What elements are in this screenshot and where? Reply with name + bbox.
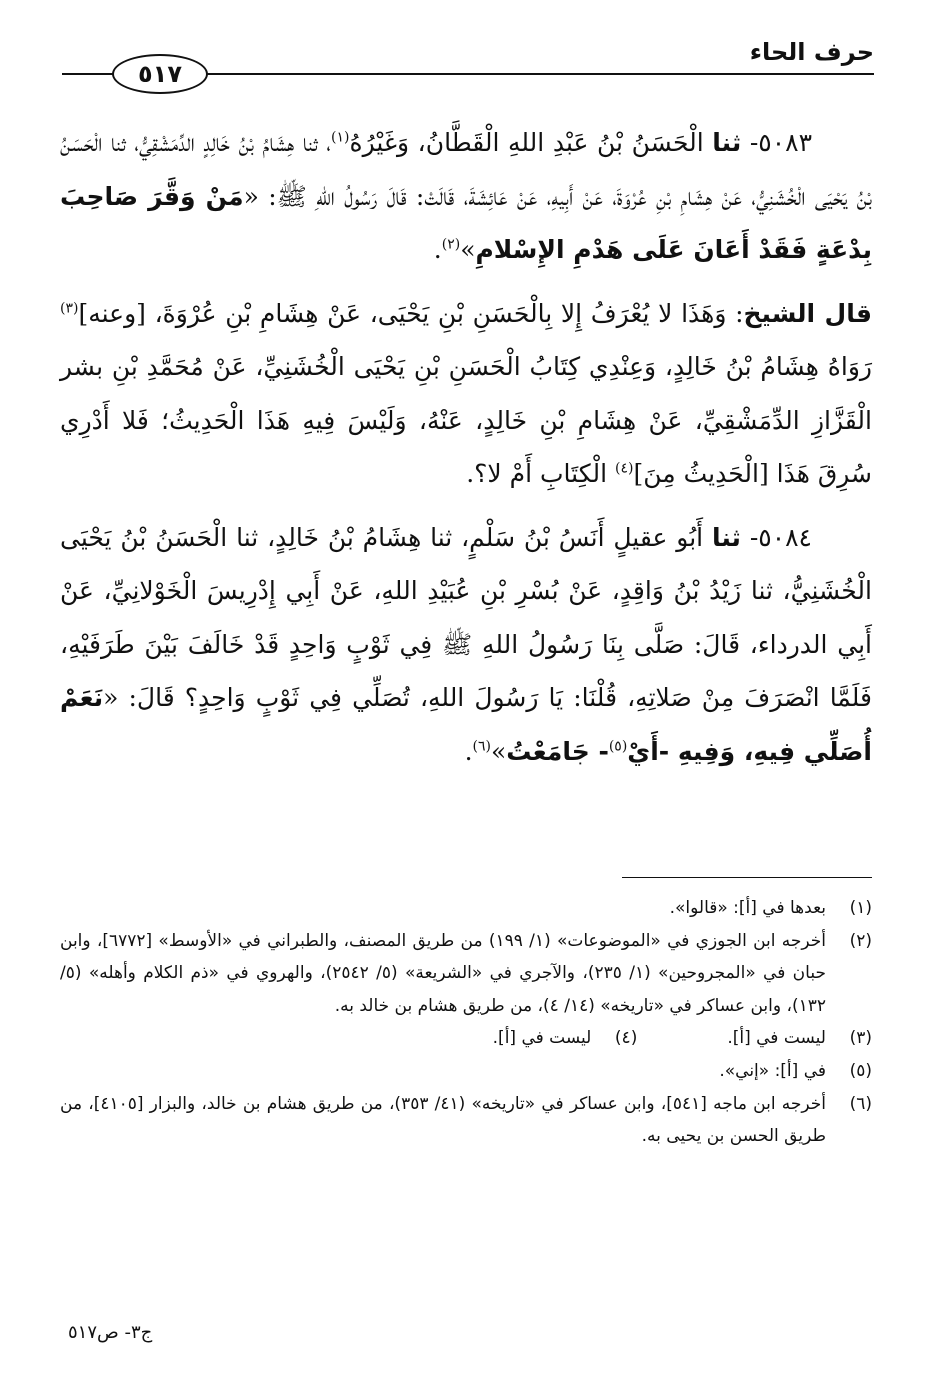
matn-text: مَنْ وَقَّرَ صَاحِبَ بِدْعَةٍ فَقَدْ أَعَانَ عَلَى هَدْمِ الإِسْلامِ (60, 181, 872, 264)
footnote-3 (727, 1022, 872, 1055)
footnote-number: (٦) (849, 1093, 872, 1114)
footnote-number: (٣) (849, 1028, 872, 1049)
page-number-badge (112, 54, 208, 94)
footnote-separator (622, 877, 872, 878)
narration-keyword: ثنا (711, 522, 741, 552)
footnote-ref: (٦) (472, 738, 491, 755)
footnote-1 (60, 892, 872, 925)
footnote-text: أخرجه ابن ماجه [٥٤١]، وابن عساكر في «تاريخه» (٤١/ ٣٥٣)، من طريق هشام بن خالد، والبزار [٤١٠٥]، من طريق الحسن بن يحيى به. (60, 1093, 826, 1147)
commentary-paragraph (60, 287, 872, 501)
period: . (464, 736, 473, 766)
page-reference: ج٣- ص٥١٧ (68, 1322, 153, 1343)
hadith-paragraph-5084 (60, 511, 872, 779)
footnote-ref: (٢) (441, 236, 461, 253)
footnote-number: (٤) (614, 1028, 638, 1049)
running-header-title: حرف الحاء (749, 38, 874, 66)
footnote-6 (60, 1088, 872, 1153)
footnote-text: بعدها في [أ]: «قالوا». (669, 898, 826, 918)
main-text (60, 116, 872, 778)
footnote-ref: (٣) (60, 300, 79, 317)
quote-close: » (460, 235, 476, 264)
quote-close: » (490, 736, 507, 766)
isnad-text: الْحَسَنُ بْنُ عَبْدِ اللهِ الْقَطَّانُ، وَغَيْرُهُ (349, 128, 713, 157)
commentary-text: : وَهَذَا لا يُعْرَفُ إِلا بِالْحَسَنِ بْنِ يَحْيَى، عَنْ هِشَامِ بْنِ عُرْوَةَ، [وعنه] (78, 298, 744, 328)
footnote-ref: (١) (331, 129, 350, 146)
footnote-5 (60, 1055, 872, 1088)
footnote-number: (٢) (849, 930, 872, 951)
hadith-number: ٥٠٨٤- (740, 522, 812, 552)
commentary-text: رَوَاهُ هِشَامُ بْنُ خَالِدٍ، وَعِنْدِي كِتَابُ الْحَسَنِ بْنِ يَحْيَى الْخُشَنِيِّ، عَنْ مُحَمَّدِ بْنِ بشر الْقَزَّازِ الدِّمَشْقِيِّ، عَنْ هِشَامِ بْنِ خَالِدٍ، عَنْهُ، وَلَيْسَ فِيهِ هَذَا الْحَدِيثُ؛ فَلا أَدْرِي سُرِقَ هَذَا [الْحَدِيثُ مِنَ] (60, 352, 872, 488)
matn-text: - جَامَعْتُ (506, 736, 609, 766)
isnad-text: أَبُو عقيلٍ أَنَسُ بْنُ سَلْمٍ، ثنا هِشَامُ بْنُ خَالِدٍ، ثنا الْحَسَنُ بْنُ يَحْيَى الْخُشَنِيُّ، ثنا زَيْدُ بْنُ وَاقِدٍ، عَنْ بُسْرِ بْنِ عُبَيْدِ اللهِ، عَنْ أَبِي إِدْرِيسَ الْخَوْلانِيِّ، عَنْ أَبِي الدرداء، قَالَ: صَلَّى بِنَا رَسُولُ اللهِ ﷺ فِي ثَوْبٍ وَاحِدٍ قَدْ خَالَفَ بَيْنَ طَرَفَيْهِ، فَلَمَّا انْصَرَفَ مِنْ صَلاتِهِ، قُلْنَا: يَا رَسُولَ اللهِ، تُصَلِّي فِي ثَوْبٍ وَاحِدٍ؟ قَالَ: « (60, 522, 872, 712)
footnote-text: في [أ]: «إني». (719, 1060, 826, 1081)
footnote-number: (١) (849, 898, 872, 918)
footnote-4 (493, 1022, 638, 1055)
narration-keyword: ثنا (712, 128, 742, 157)
footnote-ref: (٤) (615, 460, 634, 477)
footnote-2 (60, 925, 872, 1023)
period: . (433, 235, 442, 264)
footnote-text: أخرجه ابن الجوزي في «الموضوعات» (١/ ١٩٩) من طريق المصنف، والطبراني في «الأوسط» [٦٧٧٢]، وابن حبان في «المجروحين» (١/ ٢٣٥)، والآجري في «الشريعة» (٥/ ٢٥٤٢)، والهروي في «ذم الكلام وأهله» (٥/ ١٣٢)، وابن عساكر في «تاريخه» (١٤/ ٤)، من طريق هشام بن خالد به. (60, 930, 826, 1016)
commentary-text: الْكِتَابِ أَمْ لا؟. (466, 459, 616, 488)
footnotes (60, 892, 872, 1153)
hadith-number: ٥٠٨٣- (741, 128, 812, 157)
footnote-text: ليست في [أ]. (727, 1028, 826, 1049)
footnote-ref: (٥) (608, 738, 628, 755)
commentary-label: قال الشيخ (743, 298, 872, 328)
footnote-number: (٥) (849, 1060, 872, 1081)
matn-text: نَعَمْ أُصَلِّي فِيهِ، وَفِيهِ -أَيْ (60, 683, 872, 766)
footnote-text: ليست في [أ]. (492, 1028, 592, 1049)
footnote-row-3-4 (60, 1022, 872, 1055)
hadith-paragraph-5083 (60, 116, 872, 277)
isnad-text: ، ثنا هِشَامُ بْنُ خَالِدٍ الدِّمَشْقِيُّ، ثنا الْحَسَنُ بْنُ يَحْيَى الْخُشَنِيُّ، عَنْ هِشَامِ بْنِ عُرْوَةَ، عَنْ أَبِيهِ، عَنْ عَائِشَةَ، قَالَتْ: قَالَ رَسُولُ اللهِ ﷺ: « (60, 128, 873, 211)
page-number: ٥١٧ (138, 60, 182, 88)
